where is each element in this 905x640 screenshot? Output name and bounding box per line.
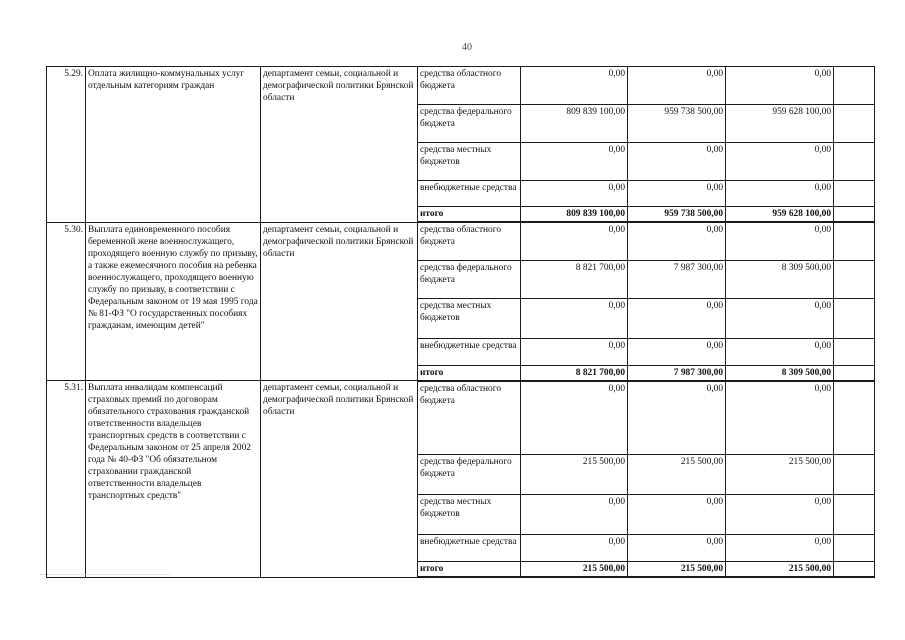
empty-cell — [834, 143, 875, 181]
value-cell: 0,00 — [628, 222, 726, 260]
table-row — [47, 222, 875, 260]
value-cell: 0,00 — [521, 181, 628, 207]
empty-cell — [834, 562, 875, 578]
value-cell: 0,00 — [521, 143, 628, 181]
value-cell: 809 839 100,00 — [521, 105, 628, 143]
value-cell: 0,00 — [726, 143, 834, 181]
source-label: внебюджетные средства — [418, 535, 521, 562]
empty-cell — [834, 535, 875, 562]
total-label: итого — [418, 365, 521, 381]
source-label: средства местных бюджетов — [418, 143, 521, 181]
total-value: 809 839 100,00 — [521, 207, 628, 223]
empty-cell — [834, 207, 875, 223]
source-label: средства федерального бюджета — [418, 455, 521, 495]
total-value: 959 628 100,00 — [726, 207, 834, 223]
empty-cell — [834, 105, 875, 143]
empty-cell — [834, 222, 875, 260]
value-cell: 0,00 — [521, 298, 628, 338]
value-cell: 0,00 — [628, 298, 726, 338]
value-cell: 959 738 500,00 — [628, 105, 726, 143]
value-cell: 8 309 500,00 — [726, 260, 834, 298]
measure-name: Оплата жилищно-коммунальных услуг отдельным категориям граждан — [86, 67, 261, 223]
source-label: внебюджетные средства — [418, 338, 521, 365]
value-cell: 0,00 — [521, 67, 628, 105]
empty-cell — [834, 67, 875, 105]
table-row — [47, 381, 875, 455]
value-cell: 0,00 — [726, 535, 834, 562]
total-value: 215 500,00 — [628, 562, 726, 578]
total-value: 215 500,00 — [726, 562, 834, 578]
value-cell: 0,00 — [726, 381, 834, 455]
measure-name: Выплата инвалидам компенсаций страховых премий по договорам обязательного страхования гражданской ответственности владельцев транспортных средств в соответствии с Федеральным законом от 25 апреля 2002 года № 40-ФЗ "Об обязательном страховании гражданской ответственности владельцев транспортных средств" — [86, 381, 261, 578]
department: департамент семьи, социальной и демографической политики Брянской области — [261, 67, 418, 223]
empty-cell — [834, 181, 875, 207]
source-label: средства федерального бюджета — [418, 105, 521, 143]
row-number: 5.30. — [47, 222, 86, 381]
source-label: средства областного бюджета — [418, 222, 521, 260]
value-cell: 0,00 — [628, 535, 726, 562]
source-label: средства областного бюджета — [418, 67, 521, 105]
empty-cell — [834, 298, 875, 338]
value-cell: 0,00 — [628, 338, 726, 365]
value-cell: 0,00 — [521, 381, 628, 455]
value-cell: 0,00 — [726, 222, 834, 260]
value-cell: 0,00 — [726, 298, 834, 338]
value-cell: 0,00 — [628, 495, 726, 535]
value-cell: 7 987 300,00 — [628, 260, 726, 298]
value-cell: 0,00 — [628, 143, 726, 181]
value-cell: 0,00 — [628, 67, 726, 105]
value-cell: 0,00 — [521, 222, 628, 260]
measure-name: Выплата единовременного пособия беременной жене военнослужащего, проходящего военную службу по призыву, а также ежемесячного пособия на ребенка военнослужащего, проходящего военную службу по призыву, в соответствии с Федеральным законом от 19 мая 1995 года № 81-ФЗ "О государственных пособиях гражданам, имеющим детей" — [86, 222, 261, 381]
empty-cell — [834, 260, 875, 298]
empty-cell — [834, 381, 875, 455]
scan-artifact — [40, 574, 170, 585]
empty-cell — [834, 455, 875, 495]
empty-cell — [834, 338, 875, 365]
total-value: 8 821 700,00 — [521, 365, 628, 381]
value-cell: 215 500,00 — [726, 455, 834, 495]
source-label: средства федерального бюджета — [418, 260, 521, 298]
source-label: средства областного бюджета — [418, 381, 521, 455]
value-cell: 0,00 — [521, 535, 628, 562]
source-label: средства местных бюджетов — [418, 495, 521, 535]
row-number: 5.29. — [47, 67, 86, 223]
total-value: 7 987 300,00 — [628, 365, 726, 381]
value-cell: 0,00 — [726, 67, 834, 105]
row-number: 5.31. — [47, 381, 86, 578]
source-label: средства местных бюджетов — [418, 298, 521, 338]
total-value: 959 738 500,00 — [628, 207, 726, 223]
value-cell: 959 628 100,00 — [726, 105, 834, 143]
value-cell: 8 821 700,00 — [521, 260, 628, 298]
page-number: 40 — [462, 42, 472, 53]
total-label: итого — [418, 562, 521, 578]
value-cell: 0,00 — [628, 181, 726, 207]
total-value: 215 500,00 — [521, 562, 628, 578]
value-cell: 215 500,00 — [628, 455, 726, 495]
empty-cell — [834, 495, 875, 535]
department: департамент семьи, социальной и демографической политики Брянской области — [261, 222, 418, 381]
value-cell: 0,00 — [628, 381, 726, 455]
value-cell: 0,00 — [726, 338, 834, 365]
department: департамент семьи, социальной и демографической политики Брянской области — [261, 381, 418, 578]
empty-cell — [834, 365, 875, 381]
value-cell: 0,00 — [521, 338, 628, 365]
value-cell: 215 500,00 — [521, 455, 628, 495]
value-cell: 0,00 — [726, 181, 834, 207]
value-cell: 0,00 — [726, 495, 834, 535]
source-label: внебюджетные средства — [418, 181, 521, 207]
table-row — [47, 67, 875, 105]
total-label: итого — [418, 207, 521, 223]
total-value: 8 309 500,00 — [726, 365, 834, 381]
budget-table — [46, 66, 875, 578]
value-cell: 0,00 — [521, 495, 628, 535]
